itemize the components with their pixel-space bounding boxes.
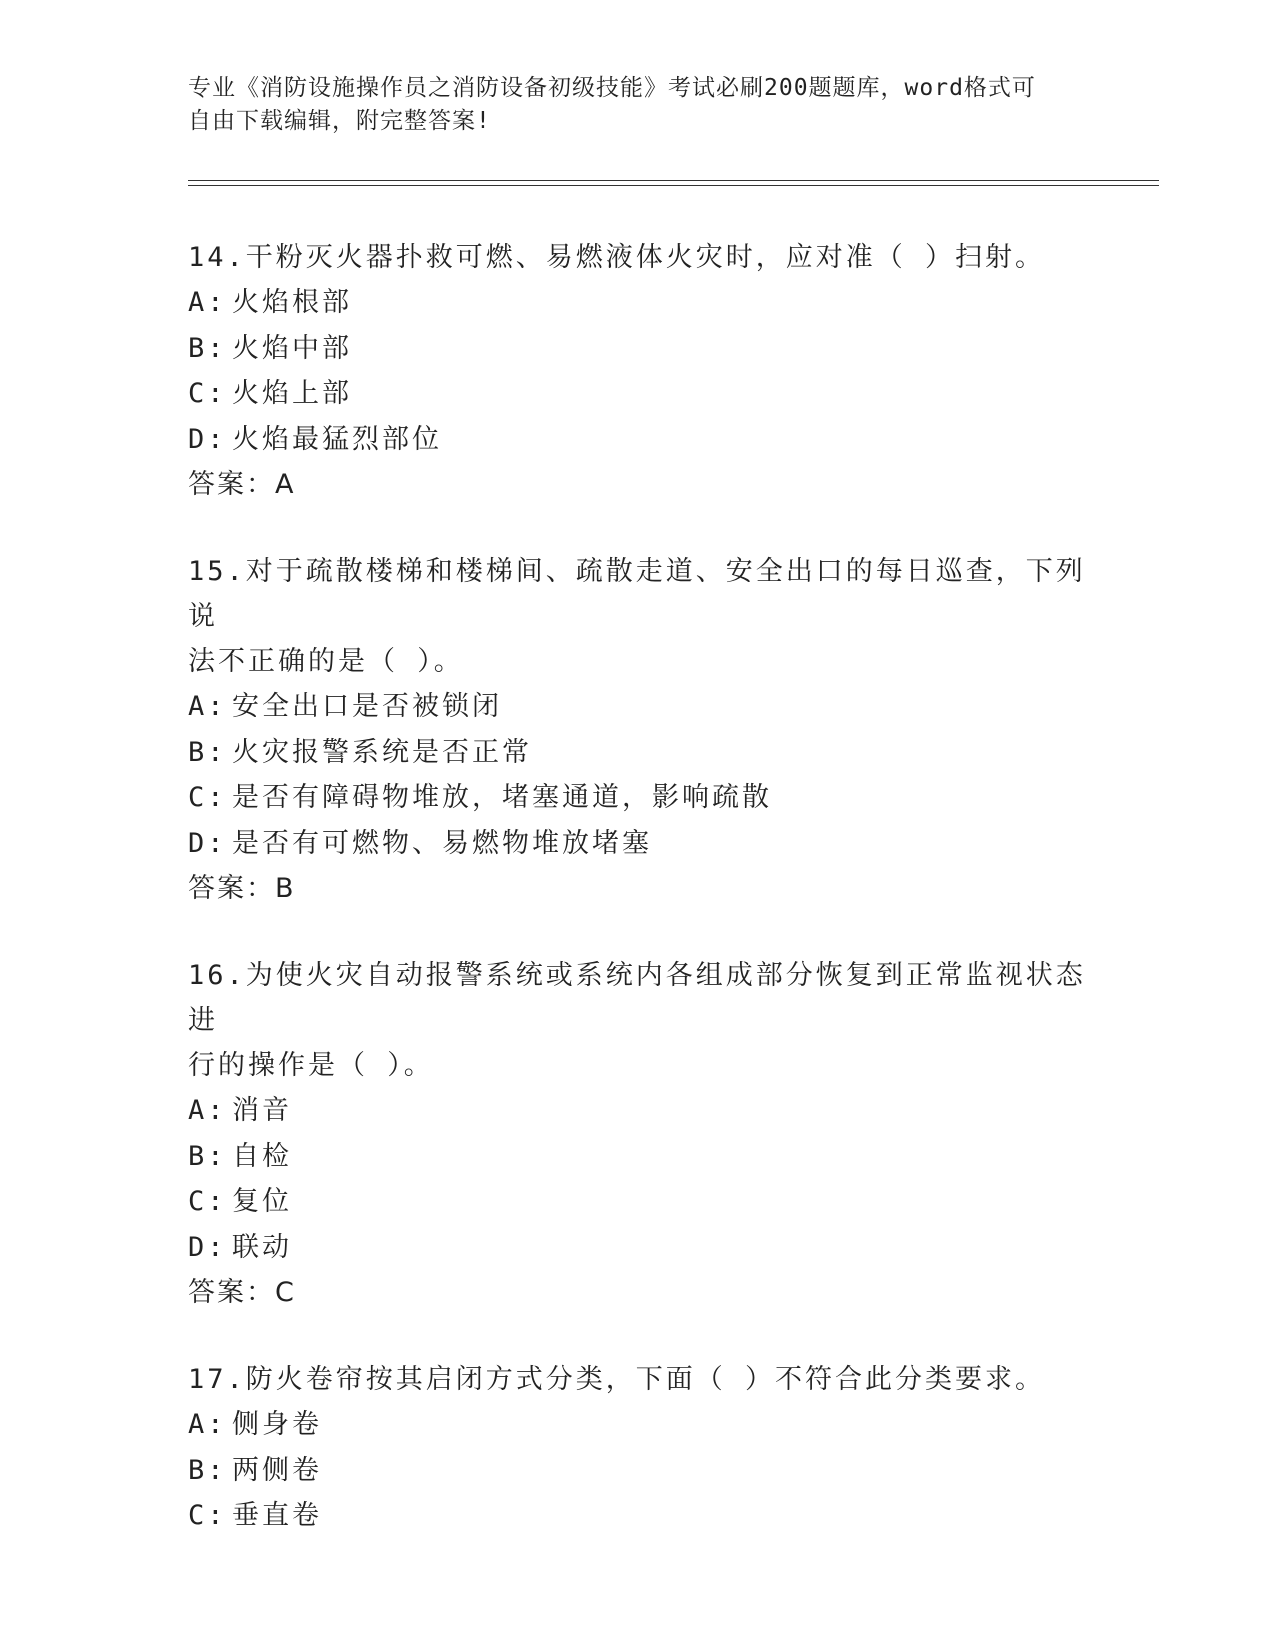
document-header <box>188 72 1088 138</box>
option-c <box>188 775 1088 821</box>
question-17 <box>188 1357 1088 1539</box>
option-b <box>188 730 1088 776</box>
option-label: C: <box>188 782 227 813</box>
option-a <box>188 684 1088 730</box>
option-text: 火灾报警系统是否正常 <box>232 736 532 768</box>
option-text: 复位 <box>232 1186 292 1217</box>
option-text: 自检 <box>232 1140 292 1172</box>
option-label: D: <box>188 1231 227 1263</box>
question-stem: 14.干粉灭火器扑救可燃、易燃液体火灾时，应对准（ ）扫射。 <box>188 242 1046 273</box>
question-stem-line-1: 16.为使火灾自动报警系统或系统内各组成部分恢复到正常监视状态进 <box>188 960 1086 1036</box>
header-line-2: 自由下载编辑，附完整答案! <box>188 108 491 134</box>
option-text: 联动 <box>232 1231 292 1263</box>
option-text: 垂直卷 <box>232 1500 322 1531</box>
option-d <box>188 417 1088 463</box>
answer: 答案：A <box>188 469 296 500</box>
option-b <box>188 1448 1088 1494</box>
option-label: C: <box>188 378 227 409</box>
option-text: 火焰根部 <box>232 287 352 318</box>
option-b <box>188 326 1088 372</box>
option-a <box>188 1402 1088 1448</box>
option-label: D: <box>188 423 227 455</box>
question-16 <box>188 953 1088 1315</box>
option-text: 安全出口是否被锁闭 <box>232 691 502 722</box>
option-label: B: <box>188 1140 227 1172</box>
option-c <box>188 1493 1088 1539</box>
option-label: C: <box>188 1186 227 1217</box>
header-line-1: 专业《消防设施操作员之消防设备初级技能》考试必刷200题题库，word格式可 <box>188 75 1036 101</box>
option-c <box>188 1179 1088 1225</box>
option-a <box>188 280 1088 326</box>
question-14 <box>188 235 1088 507</box>
option-label: D: <box>188 827 227 859</box>
option-text: 侧身卷 <box>232 1409 322 1440</box>
option-c <box>188 371 1088 417</box>
option-text: 是否有可燃物、易燃物堆放堵塞 <box>232 827 652 859</box>
option-label: A: <box>188 691 227 722</box>
option-b <box>188 1134 1088 1180</box>
option-text: 是否有障碍物堆放，堵塞通道，影响疏散 <box>232 782 772 813</box>
question-list <box>188 235 1088 1581</box>
option-text: 火焰中部 <box>232 332 352 364</box>
option-text: 两侧卷 <box>232 1454 322 1486</box>
question-15 <box>188 549 1088 911</box>
option-d <box>188 821 1088 867</box>
question-stem-line-2: 法不正确的是（ ）。 <box>188 646 464 677</box>
option-label: B: <box>188 736 227 768</box>
question-stem: 17.防火卷帘按其启闭方式分类，下面（ ）不符合此分类要求。 <box>188 1364 1046 1395</box>
header-divider-bottom <box>188 185 1159 186</box>
header-divider-top <box>188 180 1159 181</box>
answer: 答案：B <box>188 873 296 904</box>
option-label: B: <box>188 332 227 364</box>
option-d <box>188 1225 1088 1271</box>
option-label: A: <box>188 1409 227 1440</box>
option-label: C: <box>188 1500 227 1531</box>
option-a <box>188 1088 1088 1134</box>
option-text: 消音 <box>232 1095 292 1126</box>
option-label: A: <box>188 287 227 318</box>
option-label: B: <box>188 1454 227 1486</box>
option-text: 火焰最猛烈部位 <box>232 423 442 455</box>
question-stem-line-2: 行的操作是（ ）。 <box>188 1050 434 1081</box>
answer: 答案：C <box>188 1277 296 1308</box>
question-stem-line-1: 15.对于疏散楼梯和楼梯间、疏散走道、安全出口的每日巡查，下列说 <box>188 556 1086 632</box>
option-label: A: <box>188 1095 227 1126</box>
option-text: 火焰上部 <box>232 378 352 409</box>
